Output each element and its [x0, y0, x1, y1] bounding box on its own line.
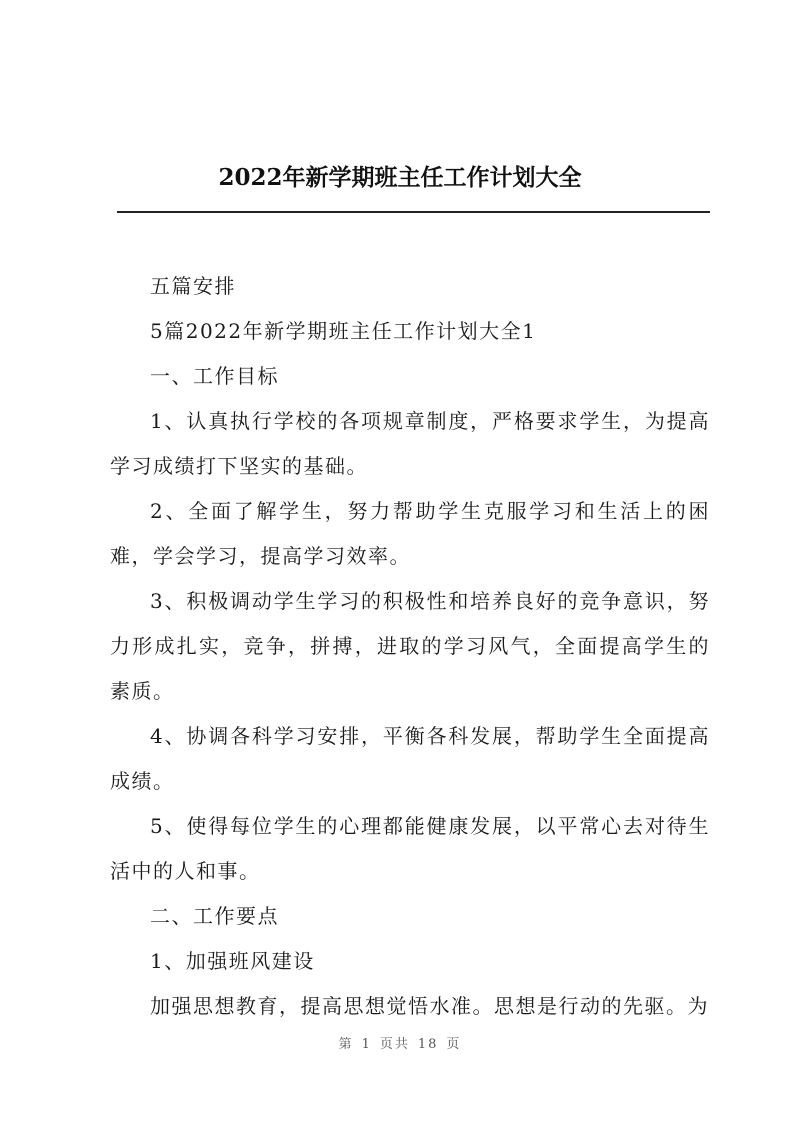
footer-current-page: 1 [361, 1037, 372, 1052]
paragraph: 3、积极调动学生学习的积极性和培养良好的竞争意识，努力形成扎实，竞争，拼搏，进取的学习风气，全面提高学生的素质。 [110, 589, 710, 703]
document-body [110, 264, 710, 1029]
footer-middle: 页共 [379, 1037, 410, 1052]
paragraph: 2、全面了解学生，努力帮助学生克服学习和生活上的困难，学会学习，提高学习效率。 [110, 499, 710, 568]
section-heading: 二、工作要点 [150, 904, 279, 928]
paragraph: 5篇2022年新学期班主任工作计划大全1 [150, 319, 537, 343]
footer-suffix: 页 [446, 1037, 462, 1052]
paragraph: 五篇安排 [150, 274, 236, 298]
page-footer [0, 1033, 800, 1052]
paragraph: 加强思想教育，提高思想觉悟水准。思想是行动的先驱。为 [150, 994, 709, 1018]
subsection-heading: 1、加强班风建设 [150, 949, 315, 973]
section-heading: 一、工作目标 [150, 364, 279, 388]
footer-total-pages: 18 [417, 1037, 439, 1052]
paragraph: 4、协调各科学习安排，平衡各科发展，帮助学生全面提高成绩。 [110, 724, 710, 793]
paragraph: 1、认真执行学校的各项规章制度，严格要求学生，为提高学习成绩打下坚实的基础。 [110, 409, 710, 478]
footer-prefix: 第 [338, 1037, 354, 1052]
document-title: 2022年新学期班主任工作计划大全 [218, 164, 582, 191]
title-divider [117, 211, 710, 213]
paragraph: 5、使得每位学生的心理都能健康发展，以平常心去对待生活中的人和事。 [110, 814, 710, 883]
